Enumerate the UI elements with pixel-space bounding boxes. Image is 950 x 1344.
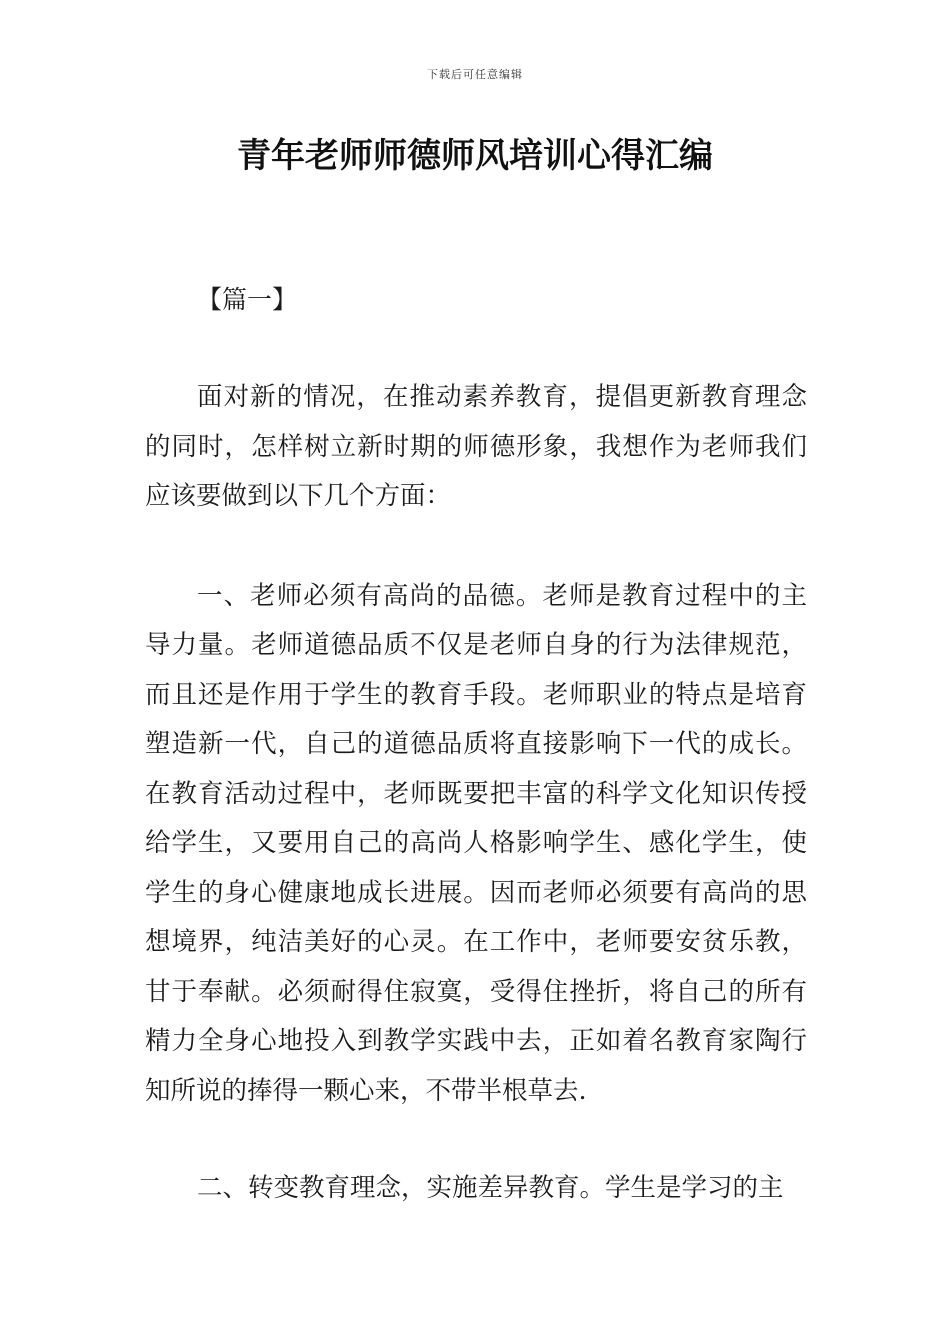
paragraph-intro: 面对新的情况，在推动素养教育，提倡更新教育理念的同时，怎样树立新时期的师德形象，我想作为老师我们应该要做到以下几个方面： — [145, 382, 807, 511]
spacer — [145, 522, 807, 572]
paragraph-point-one: 一、老师必须有高尚的品德。老师是教育过程中的主导力量。老师道德品质不仅是老师自身的行为法律规范，而且还是作用于学生的教育手段。老师职业的特点是培育塑造新一代，自己的道德品质将直接影响下一代的成长。在教育活动过程中，老师既要把丰富的科学文化知识传授给学生，又要用自己的高尚人格影响学生、感化学生，使学生的身心健康地成长进展。因而老师必须要有高尚的思想境界，纯洁美好的心灵。在工作中，老师要安贫乐教，甘于奉献。必须耐得住寂寞，受得住挫折，将自己的所有精力全身心地投入到教学实践中去，正如着名教育家陶行知所说的捧得一颗心来，不带半根草去. — [145, 580, 807, 1106]
spacer — [145, 325, 807, 373]
spacer — [145, 1116, 807, 1164]
header-note: 下载后可任意编辑 — [427, 68, 523, 81]
document-title: 青年老师师德师风培训心得汇编 — [237, 136, 713, 176]
document-body — [145, 275, 807, 1214]
paragraph-point-two: 二、转变教育理念，实施差异教育。学生是学习的主 — [197, 1173, 784, 1203]
section-label: 【篇一】 — [197, 285, 298, 314]
